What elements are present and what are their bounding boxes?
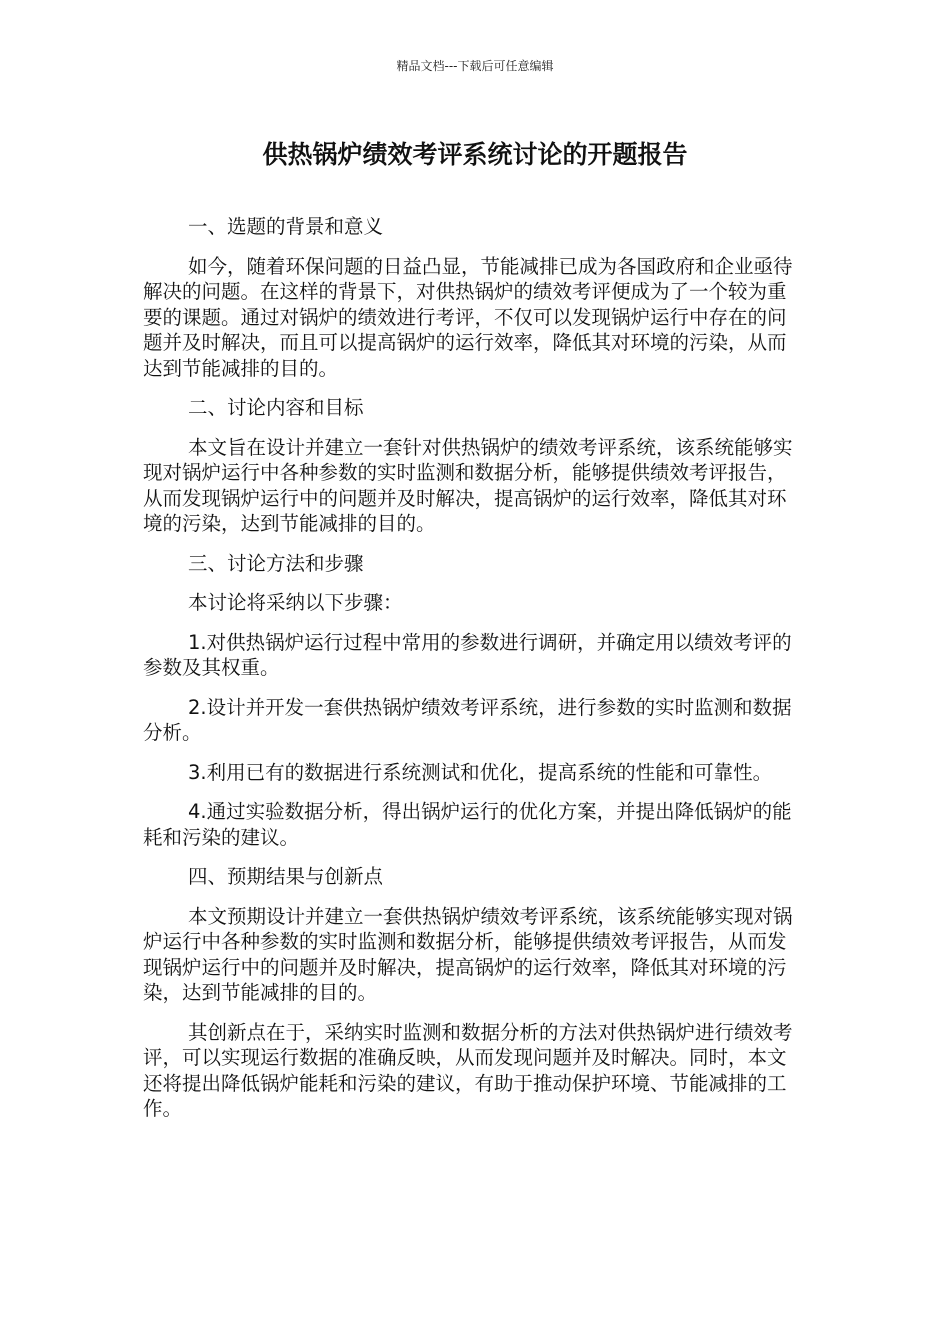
step-1: 1.对供热锅炉运行过程中常用的参数进行调研，并确定用以绩效考评的参数及其权重。 [143, 630, 792, 679]
paragraph-method-intro: 本讨论将采纳以下步骤： [188, 591, 403, 614]
paragraph-content: 本文旨在设计并建立一套针对供热锅炉的绩效考评系统，该系统能够实现对锅炉运行中各种参数的实时监测和数据分析，能够提供绩效考评报告，从而发现锅炉运行中的问题并及时解决，提高锅炉的运行效率，降低其对环境的污染，达到节能减排的目的。 [143, 435, 793, 535]
section-heading-background: 一、选题的背景和意义 [188, 215, 384, 238]
step-2: 2.设计并开发一套供热锅炉绩效考评系统，进行参数的实时监测和数据分析。 [143, 695, 792, 744]
section-heading-results: 四、预期结果与创新点 [188, 865, 384, 888]
step-3: 3.利用已有的数据进行系统测试和优化，提高系统的性能和可靠性。 [188, 760, 773, 784]
header-watermark: 精品文档---下载后可任意编辑 [396, 59, 554, 73]
paragraph-background: 如今，随着环保问题的日益凸显，节能减排已成为各国政府和企业亟待解决的问题。在这样的背景下，对供热锅炉的绩效考评便成为了一个较为重要的课题。通过对锅炉的绩效进行考评，不仅可以发现锅炉运行中存在的问题并及时解决，而且可以提高锅炉的运行效率，降低其对环境的污染，从而达到节能减排的目的。 [143, 254, 793, 380]
paragraph-results: 本文预期设计并建立一套供热锅炉绩效考评系统，该系统能够实现对锅炉运行中各种参数的实时监测和数据分析，能够提供绩效考评报告，从而发现锅炉运行中的问题并及时解决，提高锅炉的运行效率，降低其对环境的污染，达到节能减排的目的。 [143, 904, 793, 1004]
document-title: 供热锅炉绩效考评系统讨论的开题报告 [262, 140, 688, 169]
paragraph-innovation: 其创新点在于，采纳实时监测和数据分析的方法对供热锅炉进行绩效考评，可以实现运行数据的准确反映，从而发现问题并及时解决。同时，本文还将提出降低锅炉能耗和污染的建议，有助于推动保护环境、节能减排的工作。 [143, 1020, 793, 1120]
document-body [143, 214, 803, 1136]
step-4: 4.通过实验数据分析，得出锅炉运行的优化方案，并提出降低锅炉的能耗和污染的建议。 [143, 800, 792, 849]
section-heading-content: 二、讨论内容和目标 [188, 396, 364, 419]
section-heading-method: 三、讨论方法和步骤 [188, 551, 364, 575]
